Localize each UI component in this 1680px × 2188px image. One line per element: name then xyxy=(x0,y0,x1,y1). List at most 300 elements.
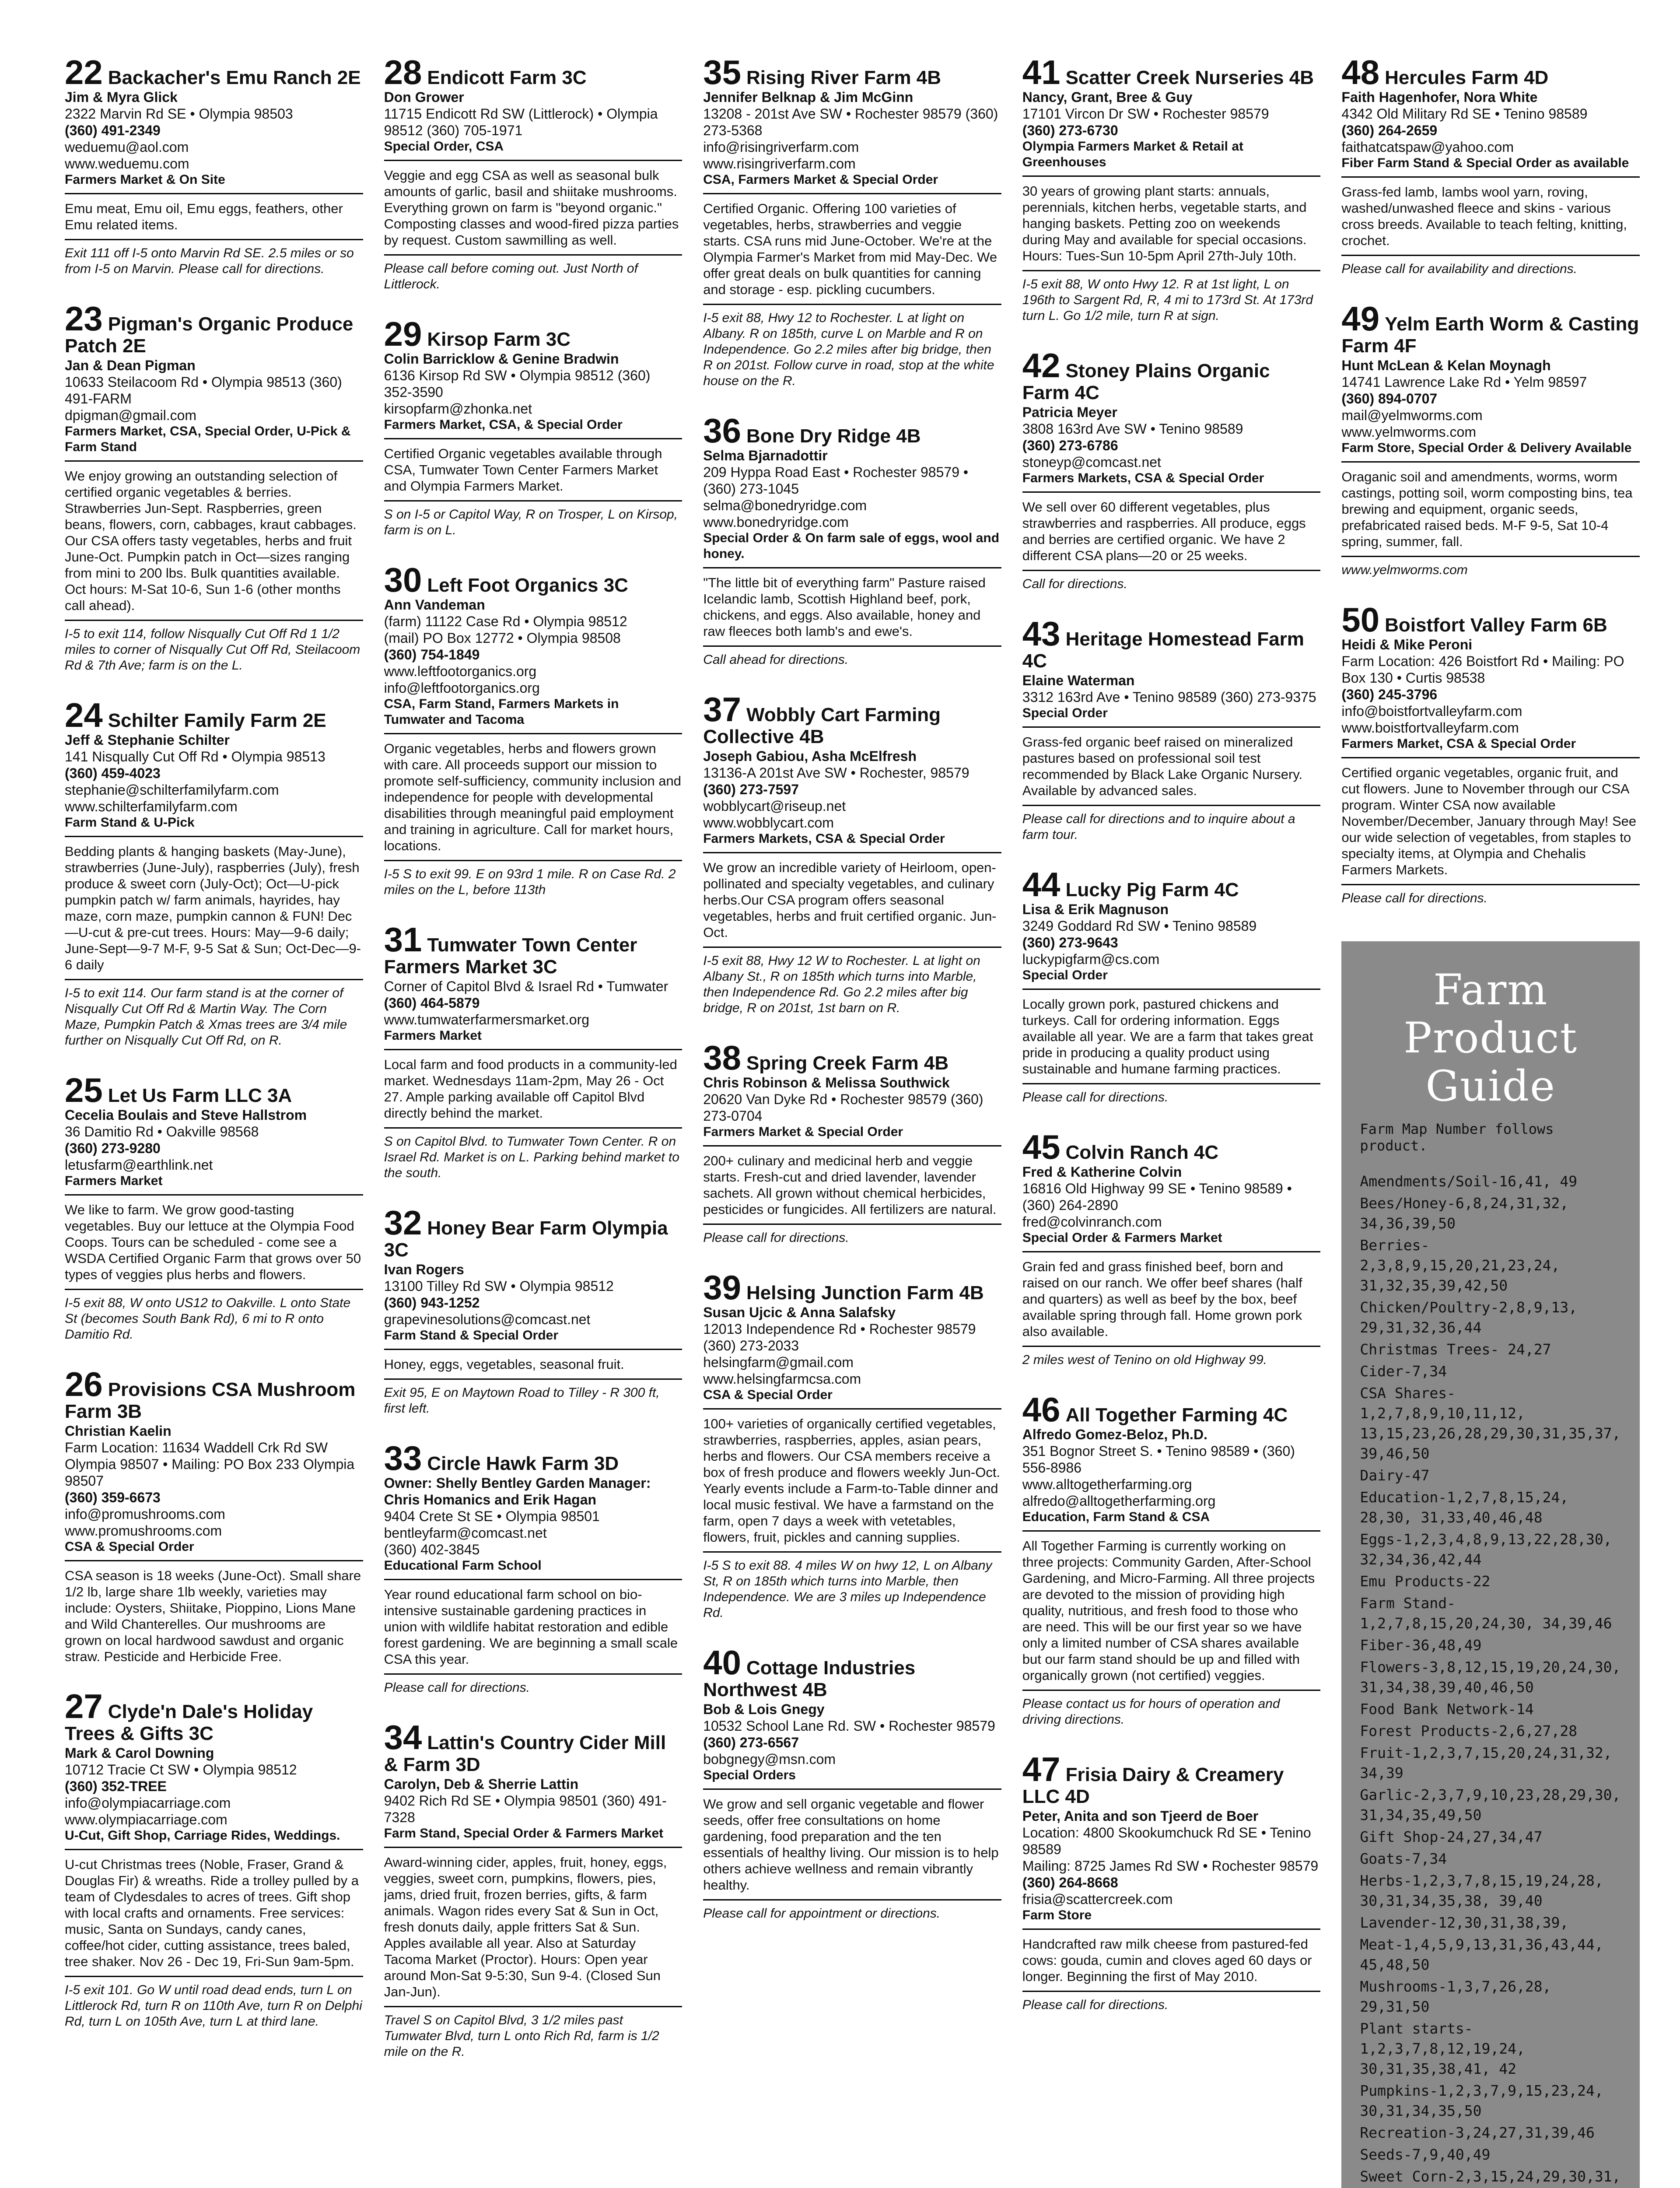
farm-entry xyxy=(703,1268,1001,1621)
farm-map-number: 46 xyxy=(1022,1390,1060,1429)
farm-address: (farm) 11122 Case Rd • Olympia 98512 xyxy=(384,614,627,629)
farm-owners: Nancy, Grant, Bree & Guy xyxy=(1022,89,1193,105)
farm-directions: Call for directions. xyxy=(1022,570,1321,592)
farm-services: CSA, Farmers Market & Special Order xyxy=(703,172,1001,194)
farm-entry xyxy=(1022,1128,1321,1368)
farm-owners: Fred & Katherine Colvin xyxy=(1022,1164,1182,1180)
farm-phone: (360) 754-1849 xyxy=(384,647,480,663)
farm-services: Special Order xyxy=(1022,705,1321,728)
farm-address: 20620 Van Dyke Rd • Rochester 98579 (360) 273-0704 xyxy=(703,1091,984,1124)
farm-title xyxy=(384,561,682,599)
guide-product-item: Herbs-1,2,3,7,8,15,19,24,28, 30,31,34,35,38, 39,40 xyxy=(1360,1872,1603,1909)
farm-contact-link: weduemu@aol.com xyxy=(65,139,189,155)
farm-address: 141 Nisqually Cut Off Rd • Olympia 98513 xyxy=(65,749,326,764)
farm-contact-link: luckypigfarm@cs.com xyxy=(1022,951,1160,967)
farm-title xyxy=(703,690,1001,748)
farm-name: Rising River Farm 4B xyxy=(746,67,941,88)
farm-address: 9404 Crete St SE • Olympia 98501 xyxy=(384,1508,600,1524)
farm-map-number: 34 xyxy=(384,1718,422,1757)
farm-description: We like to farm. We grow good-tasting vegetables. Buy our lettuce at the Olympia Food Coops. Tours can be scheduled - come see a WSDA Certified Organic Farm that grows over 50 types of veggies plus herbs and flowers. xyxy=(65,1202,361,1282)
farm-owners: Christian Kaelin xyxy=(65,1423,172,1439)
farm-address: 10712 Tracie Ct SW • Olympia 98512 xyxy=(65,1762,297,1778)
farm-description: We sell over 60 different vegetables, plus strawberries and raspberries. All produce, eggs and berries are certified organic. We have 2 different CSA plans—20 or 25 weeks. xyxy=(1022,499,1306,563)
farm-directions: I-5 exit 101. Go W until road dead ends, turn L on Littlerock Rd, turn R on 110th Ave, turn R on Delphi Rd, turn L on 105th Ave, turn L at third lane. xyxy=(65,1976,363,2030)
farm-entry xyxy=(65,696,363,1048)
farm-map-number: 42 xyxy=(1022,346,1060,385)
farm-directions: www.yelmworms.com xyxy=(1341,556,1640,578)
farm-description: We grow and sell organic vegetable and flower seeds, offer free consultations on home gardening, food preparation and the ten essentials of healthy living. Our mission is to help others achieve wellness and remain vibrantly healthy. xyxy=(703,1796,999,1893)
farm-name: Let Us Farm LLC 3A xyxy=(108,1085,292,1106)
farm-description: Locally grown pork, pastured chickens and turkeys. Call for ordering information. Eggs available all year. We are a farm that takes great pride in producing a quality product using sustainable and humane farming practices. xyxy=(1022,996,1313,1076)
farm-contact-link: www.olympiacarriage.com xyxy=(65,1812,228,1827)
farm-entry xyxy=(1022,865,1321,1105)
farm-phone: (360) 491-2349 xyxy=(65,123,161,138)
farm-title xyxy=(1022,346,1321,404)
farm-services: Special Order, CSA xyxy=(384,139,682,161)
farm-services: Special Order & Farmers Market xyxy=(1022,1230,1321,1252)
farm-contact-link: www.risingriverfarm.com xyxy=(703,156,856,172)
farm-address: 3808 163rd Ave SW • Tenino 98589 xyxy=(1022,421,1243,437)
farm-owners: Faith Hagenhofer, Nora White xyxy=(1341,89,1538,105)
farm-title xyxy=(1022,1390,1321,1429)
farm-owners: Selma Bjarnadottir xyxy=(703,448,828,463)
farm-owners: Bob & Lois Gnegy xyxy=(703,1701,825,1717)
farm-address: 12013 Independence Rd • Rochester 98579 (360) 273-2033 xyxy=(703,1321,976,1353)
farm-title xyxy=(384,315,682,353)
farm-contact-link: www.leftfootorganics.org xyxy=(384,663,537,679)
farm-owners: Owner: Shelly Bentley Garden Manager: Chris Homanics and Erik Hagan xyxy=(384,1475,651,1508)
farm-directions: Exit 111 off I-5 onto Marvin Rd SE. 2.5 miles or so from I-5 on Marvin. Please call for directions. xyxy=(65,239,363,277)
farm-name: Tumwater Town Center Farmers Market 3C xyxy=(384,934,637,978)
farm-title xyxy=(65,696,363,734)
farm-services: Farmers Market & On Site xyxy=(65,172,363,194)
farm-map-number: 43 xyxy=(1022,614,1060,653)
farm-phone: (360) 245-3796 xyxy=(1341,687,1438,702)
farm-address: 6136 Kirsop Rd SW • Olympia 98512 (360) 352-3590 xyxy=(384,368,651,400)
farm-entry xyxy=(1022,57,1321,324)
farm-entry xyxy=(1341,600,1640,906)
farm-name: Helsing Junction Farm 4B xyxy=(746,1282,984,1304)
farm-address: 14741 Lawrence Lake Rd • Yelm 98597 xyxy=(1341,374,1587,390)
farm-directions: Please call for appointment or directions. xyxy=(703,1899,1001,1922)
farm-address: 17101 Vircon Dr SW • Rochester 98579 xyxy=(1022,106,1269,122)
farm-description: All Together Farming is currently working on three projects: Community Garden, After-School Gardening, and Micro-Farming. All three projects are devoted to the mission of providing high quality, nutritious, and fresh food to those who are need. This will be our first year so we have only a limited number of CSA shares available but our farm stand should be up and filled with organically grown (not certified) veggies. xyxy=(1022,1538,1315,1683)
guide-product-item: Berries-2,3,8,9,15,20,21,23,24, 31,32,35,39,42,50 xyxy=(1360,1237,1560,1294)
farm-title xyxy=(703,411,1001,450)
farm-services: Farmers Market xyxy=(384,1028,682,1050)
farm-contact-link: faithatcatspaw@yahoo.com xyxy=(1341,139,1514,155)
farm-name: Endicott Farm 3C xyxy=(427,67,587,88)
farm-entry xyxy=(384,315,682,538)
farm-services: Fiber Farm Stand & Special Order as available xyxy=(1341,155,1640,178)
farm-address: 10532 School Lane Rd. SW • Rochester 98579 xyxy=(703,1718,995,1734)
farm-map-number: 36 xyxy=(703,411,741,450)
farm-entry xyxy=(384,920,682,1181)
farm-name: Honey Bear Farm Olympia 3C xyxy=(384,1217,668,1261)
farm-entry xyxy=(703,57,1001,389)
farm-contact-link: helsingfarm@gmail.com xyxy=(703,1354,854,1370)
farm-title xyxy=(384,57,682,89)
farm-map-number: 32 xyxy=(384,1203,422,1242)
farm-map-number: 41 xyxy=(1022,57,1060,91)
farm-name: Hercules Farm 4D xyxy=(1385,67,1549,88)
guide-product-item: Food Bank Network-14 xyxy=(1360,1701,1534,1718)
guide-product-item: Seeds-7,9,40,49 xyxy=(1360,2146,1491,2163)
farm-entry xyxy=(1341,299,1640,578)
farm-services: Farmers Markets, CSA & Special Order xyxy=(703,831,1001,853)
farm-name: Spring Creek Farm 4B xyxy=(746,1052,949,1074)
farm-services: Farm Store xyxy=(1022,1907,1321,1930)
farm-services: U-Cut, Gift Shop, Carriage Rides, Weddings. xyxy=(65,1828,363,1850)
farm-title xyxy=(384,1203,682,1261)
farm-directions: S on Capitol Blvd. to Tumwater Town Center. R on Israel Rd. Market is on L. Parking behind market to the south. xyxy=(384,1127,682,1181)
farm-directions: I-5 S to exit 88. 4 miles W on hwy 12, L on Albany St, R on 185th which turns into Marble, then Independence. We are 3 miles up Independence Rd. xyxy=(703,1551,1001,1621)
farm-entry xyxy=(65,1687,363,2030)
farm-title xyxy=(703,1268,1001,1307)
farm-address: (mail) PO Box 12772 • Olympia 98508 xyxy=(384,630,621,646)
farm-title xyxy=(1341,600,1640,639)
guide-product-item: Fruit-1,2,3,7,15,20,24,31,32, 34,39 xyxy=(1360,1744,1612,1781)
farm-owners: Patricia Meyer xyxy=(1022,404,1117,420)
farm-phone: (360) 273-6567 xyxy=(703,1735,799,1750)
farm-name: Wobbly Cart Farming Collective 4B xyxy=(703,704,941,747)
farm-map-number: 44 xyxy=(1022,865,1060,904)
farm-directions: 2 miles west of Tenino on old Highway 99. xyxy=(1022,1346,1321,1368)
farm-description: Grass-fed lamb, lambs wool yarn, roving, washed/unwashed fleece and skins - various cross breeds. Available to teach felting, knitting, crochet. xyxy=(1341,184,1627,248)
farm-services: Farm Store, Special Order & Delivery Available xyxy=(1341,440,1640,463)
farm-map-number: 22 xyxy=(65,57,103,91)
farm-directions: I-5 to exit 114, follow Nisqually Cut Off Rd 1 1/2 miles to corner of Nisqually Cut Off Rd, Steilacoom Rd & 7th Ave; farm is on the L. xyxy=(65,620,363,673)
column-2 xyxy=(384,57,682,2188)
farm-contact-link: stoneyp@comcast.net xyxy=(1022,454,1161,470)
farm-owners: Ann Vandeman xyxy=(384,597,485,613)
farm-phone: (360) 264-2659 xyxy=(1341,123,1438,138)
guide-product-item: Sweet Corn-2,3,15,24,29,30,31, xyxy=(1360,2168,1621,2185)
farm-map-number: 47 xyxy=(1022,1750,1060,1788)
farm-entry xyxy=(1022,1750,1321,2013)
farm-title xyxy=(384,1718,682,1776)
farm-address: Mailing: 8725 James Rd SW • Rochester 98579 xyxy=(1022,1858,1319,1874)
farm-services: Farmers Market & Special Order xyxy=(703,1124,1001,1147)
farm-description: 100+ varieties of organically certified vegetables, strawberries, raspberries, apples, asian pears, herbs and flowers. Our CSA members receive a box of fresh produce and flowers weekly Jun-Oct. Yearly events include a Farm-to-Table dinner and local music festival. We have a farmstand on the farm, open 7 days a week with vetetables, flowers, fruit, pickles and canning supplies. xyxy=(703,1416,1001,1545)
farm-owners: Lisa & Erik Magnuson xyxy=(1022,901,1169,917)
farm-description: Bedding plants & hanging baskets (May-June), strawberries (June-July), raspberries (July), fresh produce & sweet corn (July-Oct); Oct—U-pick pumpkin patch w/ farm animals, hayrides, hay maze, corn maze, pumpkin cannon & FUN! Dec—U-cut & pre-cut trees. Hours: May—9-6 daily; June-Sept—9-7 M-F, 9-5 Sat & Sun; Oct-Dec—9-6 daily xyxy=(65,844,361,972)
farm-services: Educational Farm School xyxy=(384,1558,682,1580)
farm-services: CSA & Special Order xyxy=(703,1387,1001,1410)
farm-contact-link: alfredo@alltogetherfarming.org xyxy=(1022,1493,1216,1509)
guide-product-item: Cider-7,34 xyxy=(1360,1363,1447,1380)
farm-title xyxy=(65,1071,363,1109)
farm-phone: (360) 943-1252 xyxy=(384,1295,480,1311)
farm-name: Provisions CSA Mushroom Farm 3B xyxy=(65,1379,356,1422)
farm-name: Backacher's Emu Ranch 2E xyxy=(108,67,361,88)
farm-description: CSA season is 18 weeks (June-Oct). Small share 1/2 lb, large share 1lb weekly, varieties may include: Oysters, Shiitake, Pioppino, Lions Mane and Wild Chanterelles. Our mushrooms are grown on local hardwood sawdust and organic straw. Pesticide and Herbicide Free. xyxy=(65,1568,361,1664)
farm-name: Cottage Industries Northwest 4B xyxy=(703,1657,916,1701)
farm-entry xyxy=(65,1365,363,1665)
farm-map-number: 37 xyxy=(703,690,741,729)
farm-description: Organic vegetables, herbs and flowers grown with care. All proceeds support our mission to promote self-sufficiency, community inclusion and independence for people with developmental disabilities through meaningful paid employment and training in agriculture. Call for market hours, locations. xyxy=(384,741,682,853)
farm-contact-link: info@boistfortvalleyfarm.com xyxy=(1341,703,1522,719)
farm-owners: Colin Barricklow & Genine Bradwin xyxy=(384,351,619,367)
farm-name: Schilter Family Farm 2E xyxy=(108,710,326,731)
farm-address: Farm Location: 426 Boistfort Rd • Mailing: PO Box 130 • Curtis 98538 xyxy=(1341,653,1624,686)
farm-phone: (360) 352-TREE xyxy=(65,1778,167,1794)
farm-phone: (360) 273-6786 xyxy=(1022,438,1118,453)
farm-address: Corner of Capitol Blvd & Israel Rd • Tumwater xyxy=(384,978,668,994)
farm-entry xyxy=(703,1643,1001,1922)
farm-services: Farm Stand & Special Order xyxy=(384,1328,682,1350)
farm-address: Farm Location: 11634 Waddell Crk Rd SW Olympia 98507 • Mailing: PO Box 233 Olympia 98507 xyxy=(65,1440,355,1489)
farm-directory-page xyxy=(65,57,1640,2188)
farm-map-number: 26 xyxy=(65,1365,103,1403)
farm-entry xyxy=(1022,1390,1321,1728)
farm-directions: Please call for directions. xyxy=(1341,884,1640,906)
farm-address: 13208 - 201st Ave SW • Rochester 98579 (360) 273-5368 xyxy=(703,106,998,138)
farm-name: Scatter Creek Nurseries 4B xyxy=(1065,67,1314,88)
farm-directions: I-5 to exit 114. Our farm stand is at the corner of Nisqually Cut Off Rd & Martin Way. The Corn Maze, Pumpkin Patch & Xmas trees are 3/4 mile further on Nisqually Cut Off Rd, on R. xyxy=(65,979,363,1048)
farm-contact-link: www.wobblycart.com xyxy=(703,815,834,831)
farm-phone: (360) 273-9280 xyxy=(65,1140,161,1156)
farm-contact-link: bobgnegy@msn.com xyxy=(703,1751,836,1767)
farm-services: Farm Stand, Special Order & Farmers Market xyxy=(384,1826,682,1848)
farm-directions: Exit 95, E on Maytown Road to Tilley - R 300 ft, first left. xyxy=(384,1378,682,1417)
farm-map-number: 49 xyxy=(1341,299,1380,338)
farm-entry xyxy=(384,1718,682,2060)
farm-name: Bone Dry Ridge 4B xyxy=(746,425,921,447)
farm-owners: Jeff & Stephanie Schilter xyxy=(65,732,230,748)
farm-directions: Travel S on Capitol Blvd, 3 1/2 miles past Tumwater Blvd, turn L onto Rich Rd, farm is 1/2 mile on the R. xyxy=(384,2006,682,2060)
farm-title xyxy=(1022,1750,1321,1808)
guide-product-item: Lavender-12,30,31,38,39, xyxy=(1360,1914,1569,1931)
farm-phone: (360) 459-4023 xyxy=(65,765,161,781)
farm-description: Emu meat, Emu oil, Emu eggs, feathers, other Emu related items. xyxy=(65,201,343,232)
farm-contact-link: mail@yelmworms.com xyxy=(1341,407,1483,423)
guide-product-item: Flowers-3,8,12,15,19,20,24,30, 31,34,38,39,40,46,50 xyxy=(1360,1659,1621,1696)
farm-contact-link: letusfarm@earthlink.net xyxy=(65,1157,213,1173)
farm-description: We grow an incredible variety of Heirloom, open-pollinated and specialty vegetables, and culinary herbs.Our CSA program offers seasonal vegetables, herbs and fruit certified organic. Jun-Oct. xyxy=(703,860,997,940)
farm-name: Left Foot Organics 3C xyxy=(427,575,628,596)
farm-title xyxy=(1022,865,1321,904)
guide-product-item: Eggs-1,2,3,4,8,9,13,22,28,30, 32,34,36,42,44 xyxy=(1360,1531,1612,1568)
guide-subtitle: Farm Map Number follows product. xyxy=(1360,1121,1554,1154)
farm-description: 200+ culinary and medicinal herb and veggie starts. Fresh-cut and dried lavender, lavender sachets. All grown without chemical herbicides, pesticides or fungicides. All fertilizers are natural. xyxy=(703,1153,997,1217)
farm-directions: Please contact us for hours of operation and driving directions. xyxy=(1022,1690,1321,1728)
farm-services: CSA, Farm Stand, Farmers Markets in Tumwater and Tacoma xyxy=(384,696,682,734)
farm-address: 2322 Marvin Rd SE • Olympia 98503 xyxy=(65,106,293,122)
guide-product-item: Garlic-2,3,7,9,10,23,28,29,30, 31,34,35,49,50 xyxy=(1360,1786,1621,1823)
guide-product-item: Christmas Trees- 24,27 xyxy=(1360,1341,1551,1358)
guide-product-item: Amendments/Soil-16,41, 49 xyxy=(1360,1173,1578,1190)
farm-contact-link: (360) 402-3845 xyxy=(384,1542,480,1557)
farm-map-number: 45 xyxy=(1022,1128,1060,1166)
farm-owners: Alfredo Gomez-Beloz, Ph.D. xyxy=(1022,1427,1208,1442)
farm-address: Location: 4800 Skookumchuck Rd SE • Tenino 98589 xyxy=(1022,1825,1311,1857)
farm-map-number: 31 xyxy=(384,920,422,959)
farm-services: Special Order xyxy=(1022,968,1321,990)
farm-entry xyxy=(1022,614,1321,843)
farm-description: Handcrafted raw milk cheese from pastured-fed cows: gouda, cumin and cloves aged 60 days or longer. Beginning the first of May 2010. xyxy=(1022,1936,1312,1984)
farm-description: Certified Organic vegetables available through CSA, Tumwater Town Center Farmers Market and Olympia Farmers Market. xyxy=(384,446,662,494)
farm-address: 9402 Rich Rd SE • Olympia 98501 (360) 491-7328 xyxy=(384,1793,667,1825)
farm-owners: Jim & Myra Glick xyxy=(65,89,178,105)
farm-contact-link: www.bonedryridge.com xyxy=(703,514,849,530)
farm-contact-link: kirsopfarm@zhonka.net xyxy=(384,401,532,417)
farm-description: Honey, eggs, vegetables, seasonal fruit. xyxy=(384,1357,624,1372)
farm-phone: (360) 894-0707 xyxy=(1341,391,1438,407)
farm-title xyxy=(65,1365,363,1423)
farm-title xyxy=(1022,614,1321,672)
farm-description: Year round educational farm school on bio-intensive sustainable gardening practices in union with wildlife habitat restoration and edible forest gardening. We are beginning a small scale CSA this year. xyxy=(384,1587,678,1667)
farm-directions: I-5 exit 88, W onto Hwy 12. R at 1st light, L on 196th to Sargent Rd, R, 4 mi to 173rd St. At 173rd turn L. Go 1/2 mile, turn R at sign. xyxy=(1022,270,1321,324)
farm-map-number: 40 xyxy=(703,1643,741,1682)
guide-product-item: Recreation-3,24,27,31,39,46 xyxy=(1360,2124,1595,2141)
farm-name: Frisia Dairy & Creamery LLC 4D xyxy=(1022,1764,1284,1807)
farm-description: Certified organic vegetables, organic fruit, and cut flowers. June to November through our CSA program. Winter CSA now available November/December, January through May! See our wide selection of vegetables, from staples to specialty items, at Olympia and Chehalis Farmers Markets. xyxy=(1341,765,1637,877)
guide-product-item: Emu Products-22 xyxy=(1360,1573,1491,1590)
farm-title xyxy=(65,299,363,357)
guide-product-item: Bees/Honey-6,8,24,31,32, 34,36,39,50 xyxy=(1360,1195,1569,1232)
farm-services: Education, Farm Stand & CSA xyxy=(1022,1509,1321,1532)
farm-entry xyxy=(1022,346,1321,592)
farm-owners: Chris Robinson & Melissa Southwick xyxy=(703,1075,950,1090)
farm-phone: (360) 464-5879 xyxy=(384,995,480,1011)
farm-description: U-cut Christmas trees (Noble, Fraser, Grand & Douglas Fir) & wreaths. Ride a trolley pulled by a team of Clydesdales to acres of trees. Gift shop with local crafts and ornaments. Free services: music, Santa on Sundays, candy canes, coffee/hot cider, cutting assistance, trees baled, tree shaker. Nov 26 - Dec 19, Fri-Sun 9am-5pm. xyxy=(65,1857,359,1969)
farm-entry xyxy=(703,411,1001,668)
farm-map-number: 35 xyxy=(703,57,741,91)
farm-contact-link: info@olympiacarriage.com xyxy=(65,1795,231,1811)
farm-directions: Please call for availability and directions. xyxy=(1341,255,1640,277)
farm-entry xyxy=(65,1071,363,1343)
farm-address: 13136-A 201st Ave SW • Rochester, 98579 xyxy=(703,765,970,781)
farm-directions: Call ahead for directions. xyxy=(703,645,1001,668)
column-1 xyxy=(65,57,363,2188)
farm-name: Lattin's Country Cider Mill & Farm 3D xyxy=(384,1732,666,1775)
farm-title xyxy=(384,920,682,978)
guide-product-item: Mushrooms-1,3,7,26,28, 29,31,50 xyxy=(1360,1978,1551,2015)
farm-contact-link: www.alltogetherfarming.org xyxy=(1022,1476,1192,1492)
farm-services: Farmers Market, CSA & Special Order xyxy=(1341,736,1640,758)
guide-product-item: Education-1,2,7,8,15,24, 28,30, 31,33,40,46,48 xyxy=(1360,1489,1569,1526)
farm-address: 351 Bognor Street S. • Tenino 98589 • (360) 556-8986 xyxy=(1022,1443,1295,1476)
farm-description: Grain fed and grass finished beef, born and raised on our ranch. We offer beef shares (half and quarters) as well as beef by the box, beef available spring through fall. Home grown pork also available. xyxy=(1022,1259,1302,1339)
farm-name: Stoney Plains Organic Farm 4C xyxy=(1022,360,1270,403)
guide-product-item: Gift Shop-24,27,34,47 xyxy=(1360,1828,1543,1845)
farm-name: Yelm Earth Worm & Casting Farm 4F xyxy=(1341,313,1639,357)
guide-product-item: Goats-7,34 xyxy=(1360,1850,1447,1867)
farm-description: We enjoy growing an outstanding selection of certified organic vegetables & berries. Strawberries Jun-Sept. Raspberries, green beans, flowers, corn, cabbages, kraut cabbages. Our CSA offers tasty vegetables, herbs and fruit June-Oct. Pumpkin patch in Oct—sizes ranging from mini to 200 lbs. Bulk quantities available. Oct hours: M-Sat 10-6, Sun 1-6 (other months call ahead). xyxy=(65,468,357,613)
farm-title xyxy=(703,1038,1001,1077)
column-4 xyxy=(1022,57,1321,2188)
guide-product-item: Chicken/Poultry-2,8,9,13, 29,31,32,36,44 xyxy=(1360,1299,1578,1336)
farm-map-number: 25 xyxy=(65,1071,103,1109)
farm-directions: Please call for directions. xyxy=(1022,1991,1321,2013)
farm-phone: (360) 273-9643 xyxy=(1022,935,1118,950)
farm-services: Farmers Market xyxy=(65,1173,363,1196)
farm-contact-link: selma@bonedryridge.com xyxy=(703,498,867,513)
farm-phone: (360) 359-6673 xyxy=(65,1490,161,1505)
farm-services: Special Order & On farm sale of eggs, wool and honey. xyxy=(703,530,1001,568)
farm-directions: I-5 exit 88, W onto US12 to Oakville. L onto State St (becomes South Bank Rd), 6 mi to R onto Damitio Rd. xyxy=(65,1289,363,1343)
column-3 xyxy=(703,57,1001,2188)
farm-directions: I-5 S to exit 99. E on 93rd 1 mile. R on Case Rd. 2 miles on the L, before 113th xyxy=(384,860,682,898)
farm-map-number: 39 xyxy=(703,1268,741,1307)
farm-contact-link: info@promushrooms.com xyxy=(65,1506,225,1522)
farm-map-number: 23 xyxy=(65,299,103,338)
farm-owners: Carolyn, Deb & Sherrie Lattin xyxy=(384,1776,579,1792)
farm-name: Colvin Ranch 4C xyxy=(1065,1142,1219,1163)
farm-services: Olympia Farmers Market & Retail at Greenhouses xyxy=(1022,139,1321,177)
farm-title xyxy=(384,1439,682,1477)
farm-title xyxy=(65,1687,363,1745)
farm-contact-link: info@risingriverfarm.com xyxy=(703,139,859,155)
farm-contact-link: dpigman@gmail.com xyxy=(65,407,197,423)
farm-map-number: 27 xyxy=(65,1687,103,1725)
farm-address: 13100 Tilley Rd SW • Olympia 98512 xyxy=(384,1278,614,1294)
farm-contact-link: www.weduemu.com xyxy=(65,156,189,172)
farm-description: Oraganic soil and amendments, worms, worm castings, potting soil, worm composting bins, tea brewing and equipment, organic seeds, prefabricated raised beds. M-F 9-5, Sat 10-4 spring, summer, fall. xyxy=(1341,469,1633,549)
guide-product-item: Dairy-47 xyxy=(1360,1467,1430,1484)
farm-map-number: 48 xyxy=(1341,57,1380,91)
farm-contact-link: stephanie@schilterfamilyfarm.com xyxy=(65,782,279,798)
farm-services: CSA & Special Order xyxy=(65,1539,363,1561)
farm-contact-link: www.promushrooms.com xyxy=(65,1523,222,1539)
farm-address: 10633 Steilacoom Rd • Olympia 98513 (360) 491-FARM xyxy=(65,374,342,407)
farm-directions: Please call for directions. xyxy=(1022,1083,1321,1105)
guide-product-item: Forest Products-2,6,27,28 xyxy=(1360,1722,1578,1739)
farm-phone: (360) 264-8668 xyxy=(1022,1875,1118,1890)
farm-name: Lucky Pig Farm 4C xyxy=(1065,879,1239,901)
farm-owners: Hunt McLean & Kelan Moynagh xyxy=(1341,358,1551,373)
farm-owners: Cecelia Boulais and Steve Hallstrom xyxy=(65,1107,307,1123)
farm-directions: I-5 exit 88, Hwy 12 to Rochester. L at light on Albany. R on 185th, curve L on Marble and R on Independence. Go 2.2 miles after big bridge, then R on 201st. Follow curve in road, stop at the white house on the R. xyxy=(703,304,1001,389)
guide-product-item: Plant starts-1,2,3,7,8,12,19,24, 30,31,35,38,41, 42 xyxy=(1360,2020,1525,2077)
farm-directions: I-5 exit 88, Hwy 12 W to Rochester. L at light on Albany St., R on 185th which turns into Marble, then Independence Rd. Go 2.2 miles after big bridge, R on 201st, 1st barn on R. xyxy=(703,947,1001,1016)
guide-product-item: Fiber-36,48,49 xyxy=(1360,1637,1482,1654)
farm-map-number: 24 xyxy=(65,696,103,734)
farm-directions: S on I-5 or Capitol Way, R on Trosper, L on Kirsop, farm is on L. xyxy=(384,500,682,538)
farm-contact-link: fred@colvinranch.com xyxy=(1022,1214,1162,1230)
farm-owners: Joseph Gabiou, Asha McElfresh xyxy=(703,748,917,764)
farm-description: Award-winning cider, apples, fruit, honey, eggs, veggies, sweet corn, pumpkins, flowers, pies, jams, dried fruit, frozen berries, gifts, & farm animals. Wagon rides every Sat & Sun in Oct, fresh donuts daily, apple fritters Sat & Sun. Apples available all year. Also at Saturday Tacoma Market (Proctor). Hours: Open year around Mon-Sat 9-5:30, Sun 9-4. (Closed Sun Jan-Jun). xyxy=(384,1855,667,1999)
farm-directions: Please call for directions. xyxy=(703,1224,1001,1246)
farm-services: Farmers Market, CSA, Special Order, U-Pick & Farm Stand xyxy=(65,424,363,462)
farm-owners: Peter, Anita and son Tjeerd de Boer xyxy=(1022,1808,1259,1824)
guide-product-item: CSA Shares- 1,2,7,8,9,10,11,12, 13,15,23,26,28,29,30,31,35,37, 39,46,50 xyxy=(1360,1385,1621,1462)
farm-entry xyxy=(703,1038,1001,1246)
farm-owners: Jennifer Belknap & Jim McGinn xyxy=(703,89,914,105)
farm-map-number: 38 xyxy=(703,1038,741,1077)
farm-map-number: 28 xyxy=(384,57,422,91)
farm-product-guide xyxy=(1341,941,1640,2188)
farm-entry xyxy=(384,561,682,898)
farm-name: Circle Hawk Farm 3D xyxy=(427,1453,619,1474)
farm-description: 30 years of growing plant starts: annuals, perennials, kitchen herbs, vegetable starts, and hanging baskets. Petting zoo on weekends during May and available for special occasions. Hours: Tues-Sun 10-5pm April 27th-July 10th. xyxy=(1022,183,1307,263)
farm-phone: (360) 273-7597 xyxy=(703,782,799,797)
farm-contact-link: info@leftfootorganics.org xyxy=(384,680,540,696)
farm-name: Clyde'n Dale's Holiday Trees & Gifts 3C xyxy=(65,1701,313,1744)
farm-contact-link: www.tumwaterfarmersmarket.org xyxy=(384,1012,590,1027)
farm-contact-link: frisia@scattercreek.com xyxy=(1022,1891,1173,1907)
farm-owners: Jan & Dean Pigman xyxy=(65,358,196,373)
farm-entry xyxy=(384,1439,682,1696)
farm-title xyxy=(1022,1128,1321,1166)
guide-product-item: Meat-1,4,5,9,13,31,36,43,44, 45,48,50 xyxy=(1360,1936,1603,1973)
farm-services: Farmers Markets, CSA & Special Order xyxy=(1022,470,1321,493)
farm-entry xyxy=(384,1203,682,1417)
farm-services: Farmers Market, CSA, & Special Order xyxy=(384,417,682,439)
farm-address: 4342 Old Military Rd SE • Tenino 98589 xyxy=(1341,106,1588,122)
farm-owners: Heidi & Mike Peroni xyxy=(1341,637,1473,652)
